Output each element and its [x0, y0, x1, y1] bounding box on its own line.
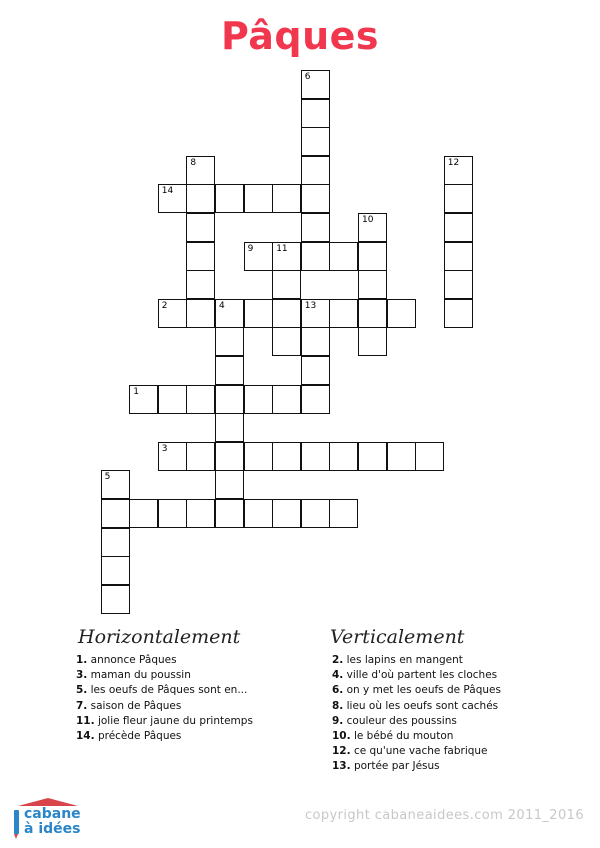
- grid-cell[interactable]: [329, 499, 358, 528]
- grid-cell[interactable]: [186, 442, 215, 471]
- grid-cell[interactable]: [444, 156, 473, 185]
- grid-cell[interactable]: [158, 499, 187, 528]
- grid-cell[interactable]: [158, 299, 187, 328]
- grid-cell[interactable]: [301, 213, 330, 242]
- grid-cell[interactable]: [387, 299, 416, 328]
- grid-cell[interactable]: [301, 299, 330, 328]
- grid-cell[interactable]: [244, 385, 273, 414]
- grid-cell[interactable]: [444, 213, 473, 242]
- cell-number: 2: [161, 300, 168, 311]
- grid-cell[interactable]: [301, 442, 330, 471]
- grid-cell[interactable]: [186, 184, 215, 213]
- clue-text: précède Pâques: [94, 730, 182, 743]
- cell-number: 14: [161, 186, 174, 197]
- clue-item: [76, 653, 253, 668]
- grid-cell[interactable]: [444, 242, 473, 271]
- cell-number: 10: [362, 215, 374, 225]
- clue-item: [76, 683, 253, 698]
- cell-number: 8: [190, 157, 197, 168]
- grid-cell[interactable]: [301, 385, 330, 414]
- cell-number: 12: [447, 157, 460, 168]
- grid-cell[interactable]: [301, 327, 330, 356]
- grid-cell[interactable]: [215, 327, 244, 356]
- clue-number: 8.: [332, 699, 344, 712]
- clue-number: 2.: [332, 654, 344, 666]
- grid-cell[interactable]: [358, 213, 387, 242]
- clue-text: annonce Pâques: [87, 654, 177, 666]
- grid-cell[interactable]: [329, 299, 358, 328]
- grid-cell[interactable]: [129, 385, 158, 414]
- grid-cell[interactable]: [244, 499, 273, 528]
- page-title: Pâques: [220, 14, 380, 58]
- clue-text: on y met les oeufs de Pâques: [343, 684, 501, 697]
- grid-cell[interactable]: [186, 385, 215, 414]
- cell-number: 6: [304, 72, 311, 82]
- clue-text: ville d'où partent les cloches: [343, 669, 498, 682]
- clue-item: [332, 699, 501, 714]
- grid-cell[interactable]: [244, 442, 273, 471]
- clue-number: 5.: [76, 684, 88, 697]
- clue-number: 9.: [332, 714, 344, 727]
- cell-number: 11: [276, 243, 288, 254]
- grid-cell[interactable]: [244, 184, 273, 213]
- grid-cell[interactable]: [358, 270, 387, 299]
- clue-item: [332, 683, 501, 698]
- grid-cell[interactable]: [215, 442, 244, 471]
- grid-cell[interactable]: [301, 70, 330, 99]
- clue-item: [332, 714, 501, 729]
- grid-cell[interactable]: [272, 299, 301, 328]
- grid-cell[interactable]: [186, 499, 215, 528]
- clue-number: 3.: [76, 669, 88, 682]
- grid-cell[interactable]: [101, 470, 130, 499]
- clue-number: 13.: [332, 760, 351, 773]
- cell-number: 13: [304, 300, 317, 311]
- grid-cell[interactable]: [272, 385, 301, 414]
- pencil-icon: [14, 810, 19, 834]
- grid-cell[interactable]: [387, 442, 416, 471]
- grid-cell[interactable]: [444, 299, 473, 328]
- clue-text: couleur des poussins: [343, 714, 457, 727]
- clue-number: 10.: [332, 730, 351, 743]
- grid-cell[interactable]: [186, 270, 215, 299]
- grid-cell[interactable]: [301, 156, 330, 185]
- clue-number: 4.: [332, 669, 344, 682]
- clue-item: [332, 744, 501, 759]
- grid-cell[interactable]: [358, 327, 387, 356]
- grid-cell[interactable]: [329, 442, 358, 471]
- clue-text: les lapins en mangent: [343, 654, 463, 666]
- clue-number: 6.: [332, 684, 344, 697]
- cell-number: 4: [219, 300, 225, 311]
- grid-cell[interactable]: [186, 242, 215, 271]
- vertical-clue-list: [332, 653, 501, 775]
- grid-cell[interactable]: [301, 356, 330, 385]
- clue-item: [332, 729, 501, 744]
- grid-cell[interactable]: [129, 499, 158, 528]
- grid-cell[interactable]: [215, 385, 244, 414]
- grid-cell[interactable]: [358, 442, 387, 471]
- grid-cell[interactable]: [186, 213, 215, 242]
- grid-cell[interactable]: [301, 184, 330, 213]
- grid-cell[interactable]: [329, 242, 358, 271]
- clue-number: 1.: [76, 654, 88, 666]
- grid-cell[interactable]: [158, 184, 187, 213]
- grid-cell[interactable]: [186, 156, 215, 185]
- clue-number: 7.: [76, 699, 88, 712]
- grid-cell[interactable]: [301, 242, 330, 271]
- grid-cell[interactable]: [272, 270, 301, 299]
- grid-cell[interactable]: [301, 99, 330, 128]
- clue-text: les oeufs de Pâques sont en...: [87, 684, 248, 697]
- grid-cell[interactable]: [158, 385, 187, 414]
- cell-number: 5: [104, 472, 111, 483]
- grid-cell[interactable]: [272, 184, 301, 213]
- grid-cell[interactable]: [415, 442, 444, 471]
- clue-text: ce qu'une vache fabrique: [350, 745, 488, 758]
- clue-item: [332, 759, 501, 774]
- clue-text: maman du poussin: [87, 669, 191, 682]
- clue-text: saison de Pâques: [87, 699, 182, 712]
- grid-cell[interactable]: [358, 242, 387, 271]
- grid-cell[interactable]: [272, 327, 301, 356]
- grid-cell[interactable]: [244, 242, 273, 271]
- grid-cell[interactable]: [215, 184, 244, 213]
- horizontal-clue-list: [76, 653, 253, 744]
- clue-number: 14.: [76, 730, 95, 743]
- grid-cell[interactable]: [215, 499, 244, 528]
- grid-cell[interactable]: [101, 499, 130, 528]
- grid-cell[interactable]: [272, 242, 301, 271]
- grid-cell[interactable]: [272, 499, 301, 528]
- grid-cell[interactable]: [444, 184, 473, 213]
- logo-line1: cabane: [24, 806, 81, 822]
- grid-cell[interactable]: [215, 413, 244, 442]
- clue-item: [76, 729, 253, 744]
- clue-text: portée par Jésus: [350, 760, 440, 773]
- grid-cell[interactable]: [301, 127, 330, 156]
- copyright-text: copyright cabaneaidees.com 2011_2016: [305, 808, 584, 823]
- grid-cell[interactable]: [158, 442, 187, 471]
- grid-cell[interactable]: [444, 270, 473, 299]
- clue-item: [76, 699, 253, 714]
- grid-cell[interactable]: [215, 299, 244, 328]
- roof-icon: [18, 798, 78, 806]
- vertical-heading: Verticalement: [330, 626, 465, 648]
- horizontal-heading: Horizontalement: [78, 626, 241, 648]
- grid-cell[interactable]: [186, 299, 215, 328]
- grid-cell[interactable]: [272, 442, 301, 471]
- grid-cell[interactable]: [101, 585, 130, 614]
- clue-text: jolie fleur jaune du printemps: [94, 714, 253, 727]
- grid-cell[interactable]: [101, 556, 130, 585]
- cell-number: 9: [247, 243, 254, 254]
- clue-item: [332, 668, 501, 683]
- logo-line2: à idées: [24, 821, 81, 837]
- clue-number: 11.: [76, 714, 95, 727]
- clue-item: [76, 714, 253, 729]
- grid-cell[interactable]: [358, 299, 387, 328]
- cabane-logo: [12, 798, 84, 842]
- cell-number: 3: [161, 443, 168, 454]
- clue-number: 12.: [332, 745, 351, 758]
- clue-text: le bébé du mouton: [350, 730, 454, 743]
- clue-item: [76, 668, 253, 683]
- clue-item: [332, 653, 501, 668]
- grid-cell[interactable]: [301, 499, 330, 528]
- grid-cell[interactable]: [101, 528, 130, 557]
- cell-number: 1: [133, 386, 139, 397]
- grid-cell[interactable]: [215, 470, 244, 499]
- grid-cell[interactable]: [244, 299, 273, 328]
- grid-cell[interactable]: [215, 356, 244, 385]
- clue-text: lieu où les oeufs sont cachés: [343, 699, 499, 712]
